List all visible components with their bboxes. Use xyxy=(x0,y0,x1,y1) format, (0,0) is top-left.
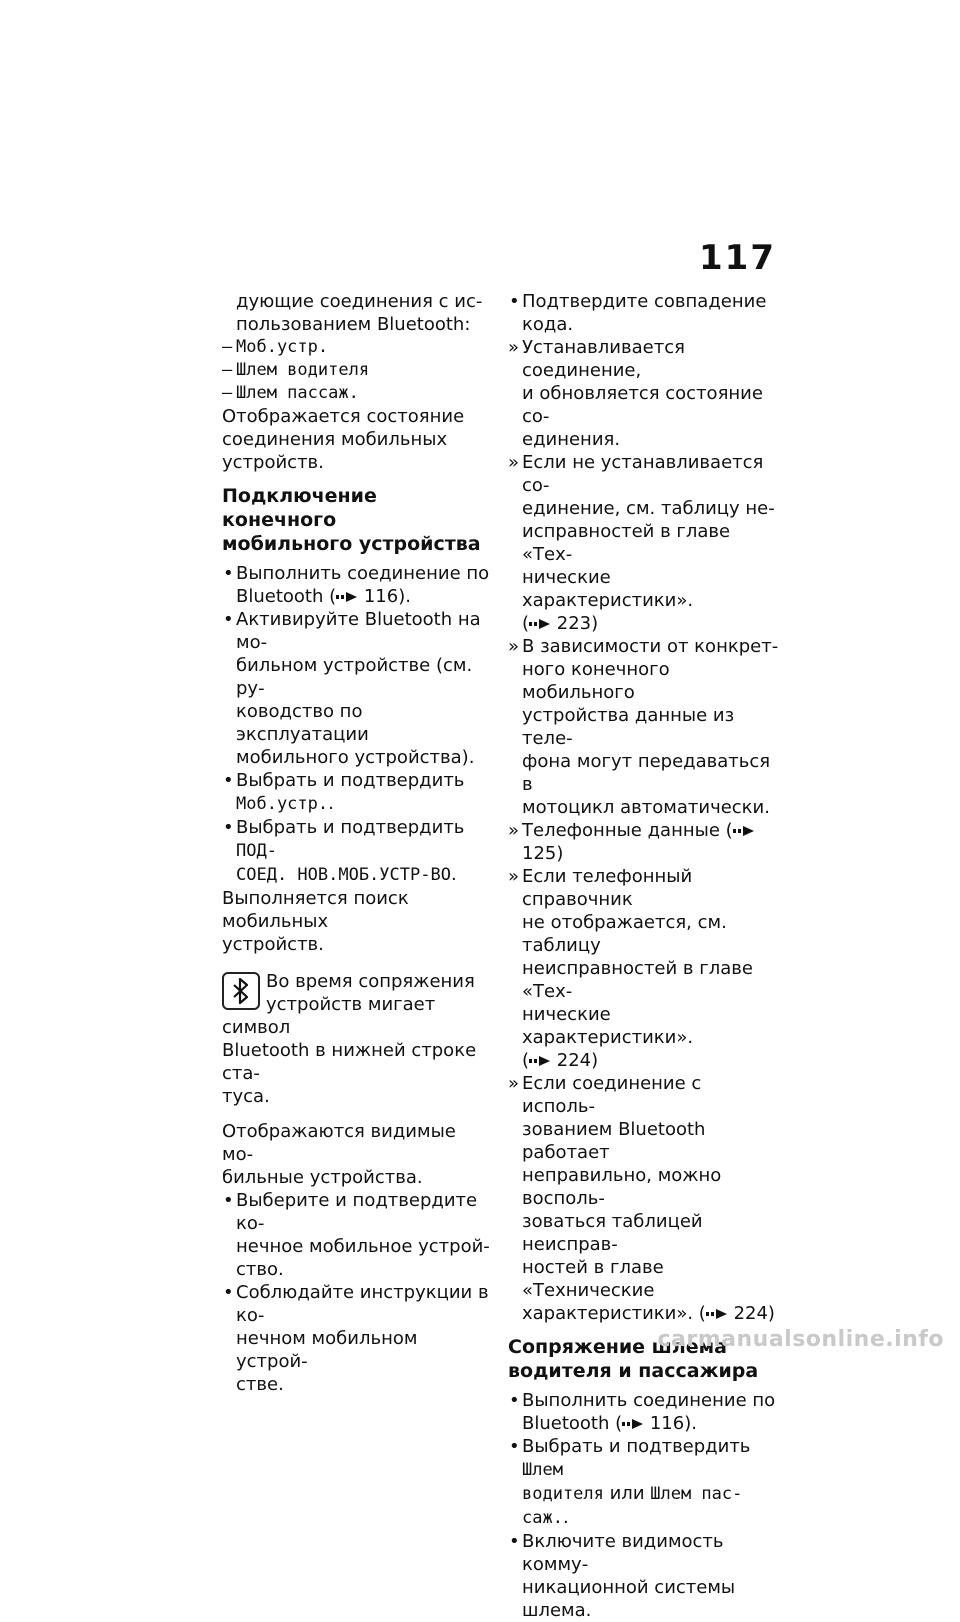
result-item: » Если телефонный справочник не отображается, см. таблицу неисправностей в главе «Тех- нические характеристики». ( 224) xyxy=(508,865,780,1072)
result-item: » Если не устанавливается со- единение, см. таблицу не- исправностей в главе «Тех- нические характеристики». ( 223) xyxy=(508,451,780,635)
section-heading-pair-helmets: Сопряжение шлема водителя и пассажира xyxy=(508,1336,759,1382)
status-text: Отображается состояние соединения мобильных устройств. xyxy=(222,406,465,473)
watermark: carmanualsonline.info xyxy=(657,1327,944,1352)
result-item: » В зависимости от конкрет- ного конечного мобильного устройства данные из теле- фона могут передаваться в мотоцикл автоматически. xyxy=(508,635,780,819)
section-heading-connect-mobile: Подключение конечного мобильного устройства xyxy=(222,485,481,555)
list-item: • Выбрать и подтвердить Моб.устр.. xyxy=(222,769,490,816)
result-item: » Устанавливается соединение, и обновляется состояние со- единения. xyxy=(508,336,780,451)
list-item: • Подтвердите совпадение кода. xyxy=(508,290,780,336)
list-item: • Соблюдайте инструкции в ко- нечном мобильном устрой- стве. xyxy=(222,1281,490,1396)
option-rider-helmet: – Шлем водителя xyxy=(222,359,490,382)
page-reference-arrow-icon xyxy=(336,591,358,603)
bluetooth-note xyxy=(222,970,490,1108)
bluetooth-note-text: Во время сопряжения устройств мигает символ Bluetooth в нижней строке ста- туса. xyxy=(222,971,477,1107)
list-item: • Выберите и подтвердите ко- нечное мобильное устрой- ство. xyxy=(222,1189,490,1281)
page-reference-arrow-icon xyxy=(706,1308,728,1320)
list-item: • Активируйте Bluetooth на мо- бильном устройстве (см. ру- ководство по эксплуатации мобильного устройства). xyxy=(222,608,490,769)
page-reference-arrow-icon xyxy=(529,1055,551,1067)
bluetooth-icon xyxy=(222,972,260,1010)
list-item: • Выбрать и подтвердить Шлем водителя или Шлем пас- саж.. xyxy=(508,1435,780,1530)
left-column xyxy=(222,290,490,1396)
list-item: • Выполнить соединение по Bluetooth ( 116). xyxy=(222,562,490,608)
page-reference-arrow-icon xyxy=(733,825,755,837)
search-text: Выполняется поиск мобильных устройств. xyxy=(222,888,409,955)
list-item: • Выбрать и подтвердить ПОД- СОЕД. НОВ.МОБ.УСТР-ВО. xyxy=(222,816,490,887)
intro-text: дующие соединения с ис- пользованием Bluetooth: xyxy=(236,291,483,335)
page-reference-arrow-icon xyxy=(622,1418,644,1430)
list-item: • Выполнить соединение по Bluetooth ( 116). xyxy=(508,1389,780,1435)
option-mobile: – Моб.устр. xyxy=(222,336,490,359)
page-number: 117 xyxy=(699,238,776,278)
right-column xyxy=(508,290,780,1622)
result-item: » Телефонные данные ( 125) xyxy=(508,819,780,865)
option-passenger-helmet: – Шлем пассаж. xyxy=(222,382,490,405)
visible-devices-text: Отображаются видимые мо- бильные устройства. xyxy=(222,1121,456,1188)
result-item: » Если соединение с исполь- зованием Bluetooth работает неправильно, можно восполь- зоваться таблицей неисправ- ностей в главе «Технические характеристики». ( 224) xyxy=(508,1072,780,1325)
list-item: • Включите видимость комму- никационной системы шлема. xyxy=(508,1530,780,1622)
page-reference-arrow-icon xyxy=(529,618,551,630)
